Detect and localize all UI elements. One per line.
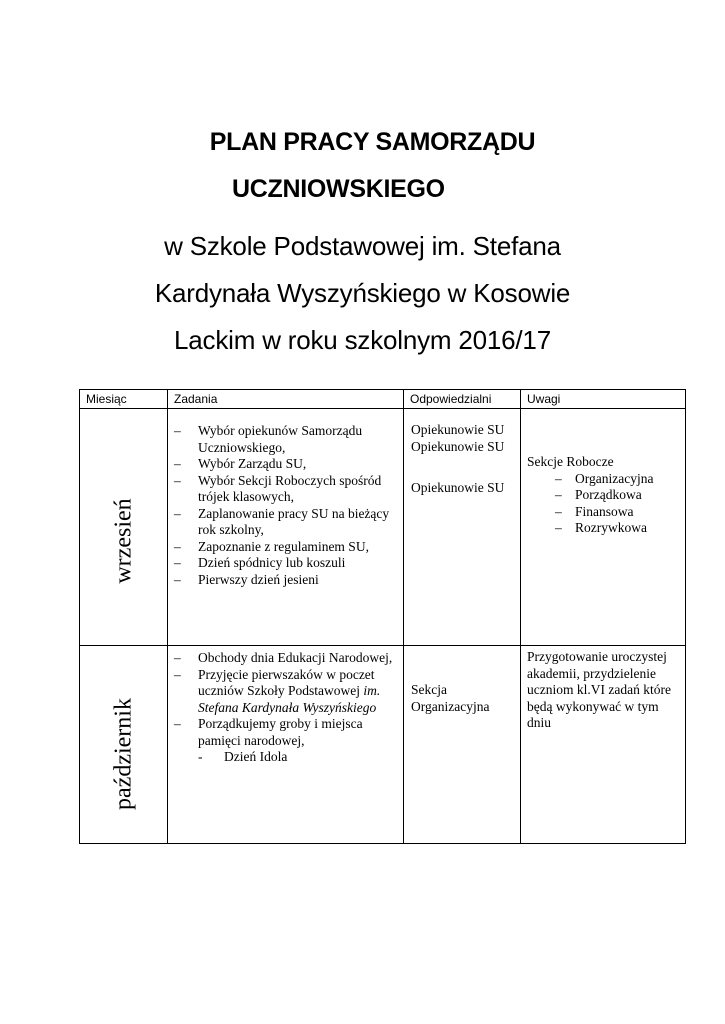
responsible-entry: Sekcja — [411, 682, 447, 697]
work-plan-table — [79, 389, 686, 844]
list-item: – Zapoznanie z regulaminem SU, — [168, 539, 403, 556]
tasks-list — [168, 650, 403, 766]
subtitle-line1: w Szkole Podstawowej im. Stefana — [164, 231, 561, 261]
column-header-tasks: Zadania — [168, 390, 404, 409]
column-header-responsible: Odpowiedzialni — [404, 390, 521, 409]
list-item: – Pierwszy dzień jesieni — [168, 572, 403, 589]
tasks-cell — [168, 646, 404, 844]
document-title-line1: PLAN PRACY SAMORZĄDU — [209, 128, 536, 156]
responsible-entry: Organizacyjna — [411, 698, 490, 714]
tasks-cell — [168, 409, 404, 646]
column-header-month: Miesiąc — [80, 390, 168, 409]
month-label: wrzesień — [110, 498, 136, 584]
list-item: – Zaplanowanie pracy SU na bieżący rok szkolny, — [168, 506, 403, 539]
subtitle-line2: Kardynała Wyszyńskiego w Kosowie — [154, 278, 571, 308]
table-row-september — [80, 409, 686, 646]
table-row-october — [80, 646, 686, 844]
list-item: – Porządkujemy groby i miejsca pamięci narodowej, — [168, 716, 403, 749]
responsible-entry: Opiekunowie SU — [411, 438, 505, 454]
responsible-entry: Opiekunowie SU — [411, 422, 505, 437]
month-label: październik — [110, 698, 136, 811]
notes-cell — [521, 646, 686, 844]
responsible-entry: Opiekunowie SU — [411, 480, 505, 495]
list-item — [168, 667, 403, 717]
document-title-line2: UCZNIOWSKIEGO — [232, 175, 445, 203]
task-sub-text: Dzień Idola — [224, 749, 288, 764]
list-item: – Wybór Zarządu SU, — [168, 456, 403, 473]
month-cell — [80, 646, 168, 844]
list-item: – Finansowa — [527, 504, 681, 521]
table-header-row — [80, 390, 686, 409]
list-item: – Rozrywkowa — [527, 520, 681, 537]
month-cell — [80, 409, 168, 646]
responsible-cell — [404, 646, 521, 844]
sections-list — [527, 471, 681, 537]
list-item: – Organizacyjna — [527, 471, 681, 488]
notes-cell — [521, 409, 686, 646]
notes-title: Sekcje Robocze — [527, 454, 614, 469]
list-item: – Obchody dnia Edukacji Narodowej, — [168, 650, 403, 667]
task-text-italic: im. Stefana Kardynała Wyszyńskiego — [198, 683, 381, 715]
list-item — [168, 749, 403, 766]
tasks-list — [168, 423, 403, 588]
column-header-notes: Uwagi — [521, 390, 686, 409]
list-item: – Porządkowa — [527, 487, 681, 504]
task-text: Przyjęcie pierwszaków w poczet uczniów Szkoły Podstawowej — [198, 666, 375, 698]
notes-text: Przygotowanie uroczystej akademii, przydzielenie uczniom kl.VI zadań które będą wykonywać w tym dniu — [527, 649, 671, 730]
list-item: – Wybór opiekunów Samorządu Uczniowskiego, — [168, 423, 403, 456]
responsible-cell — [404, 409, 521, 646]
list-item: – Dzień spódnicy lub koszuli — [168, 555, 403, 572]
list-item: – Wybór Sekcji Roboczych spośród trójek klasowych, — [168, 473, 403, 506]
subtitle-line3: Lackim w roku szkolnym 2016/17 — [174, 325, 551, 355]
